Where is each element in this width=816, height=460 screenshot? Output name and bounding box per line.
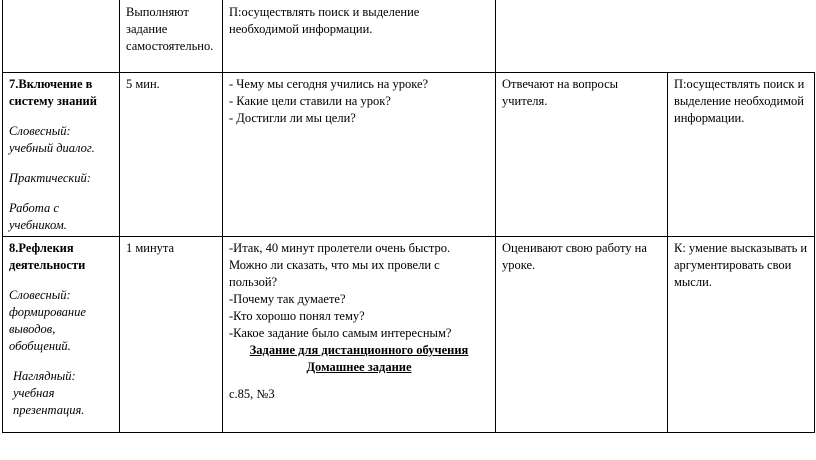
text-line: задание	[126, 22, 168, 36]
stage-7-title: 7.Включение в систему знаний	[9, 77, 97, 108]
teacher-question: Можно ли сказать, что мы их провели с пользой?	[229, 258, 440, 289]
teacher-question: -Кто хорошо понял тему?	[229, 309, 365, 323]
cell-stage-8	[3, 237, 120, 433]
cell-time-8	[120, 237, 223, 433]
text-line: самостоятельно.	[126, 39, 214, 53]
stage-8-time: 1 минута	[126, 241, 175, 255]
stage-8-method-visual: Наглядный: учебная презентация.	[13, 369, 85, 417]
stage-7-uud: П:осуществлять поиск и выделение необходимой информации.	[674, 77, 805, 125]
text-line: Выполняют	[126, 5, 189, 19]
cell-time-7	[120, 73, 223, 237]
teacher-question: - Чему мы сегодня учились на уроке?	[229, 77, 429, 91]
text-line: необходимой информации.	[229, 22, 373, 36]
lesson-plan-table	[2, 0, 815, 433]
distance-task-heading: Задание для дистанционного обучения	[249, 343, 469, 357]
stage-7-method-verbal: Словесный: учебный диалог.	[9, 124, 95, 155]
homework-heading: Домашнее задание	[306, 360, 412, 374]
homework-reference: с.85, №3	[229, 387, 275, 401]
stage-7-students: Отвечают на вопросы учителя.	[502, 77, 619, 108]
table-row-top	[3, 0, 815, 73]
stage-8-method-verbal: Словесный: формирование выводов, обобщений.	[9, 288, 86, 353]
stage-8-uud: К: умение высказывать и аргументировать свои мысли.	[674, 241, 808, 289]
cell-students-7	[496, 73, 668, 237]
table-row-stage-8	[3, 237, 815, 433]
cell-uud-top	[223, 0, 496, 73]
teacher-question: -Почему так думаете?	[229, 292, 346, 306]
teacher-question: -Итак, 40 минут пролетели очень быстро.	[229, 241, 451, 255]
cell-stage-empty	[3, 0, 120, 73]
stage-8-students: Оценивают свою работу на уроке.	[502, 241, 647, 272]
teacher-question: -Какое задание было самым интересным?	[229, 326, 452, 340]
stage-7-time: 5 мин.	[126, 77, 160, 91]
cell-empty-top	[496, 0, 815, 73]
teacher-question: - Какие цели ставили на урок?	[229, 94, 391, 108]
text-line: П:осуществлять поиск и выделение	[229, 5, 420, 19]
stage-7-method-textbook: Работа с учебником.	[9, 201, 67, 232]
cell-uud-7	[668, 73, 815, 237]
cell-students-8	[496, 237, 668, 433]
cell-teacher-7	[223, 73, 496, 237]
teacher-question: - Достигли ли мы цели?	[229, 111, 356, 125]
cell-teacher-8	[223, 237, 496, 433]
cell-students-activity-top	[120, 0, 223, 73]
cell-uud-8	[668, 237, 815, 433]
stage-8-title: 8.Рефлекия деятельности	[9, 241, 86, 272]
stage-7-method-practical: Практический:	[9, 171, 91, 185]
table-row-stage-7	[3, 73, 815, 237]
cell-stage-7	[3, 73, 120, 237]
